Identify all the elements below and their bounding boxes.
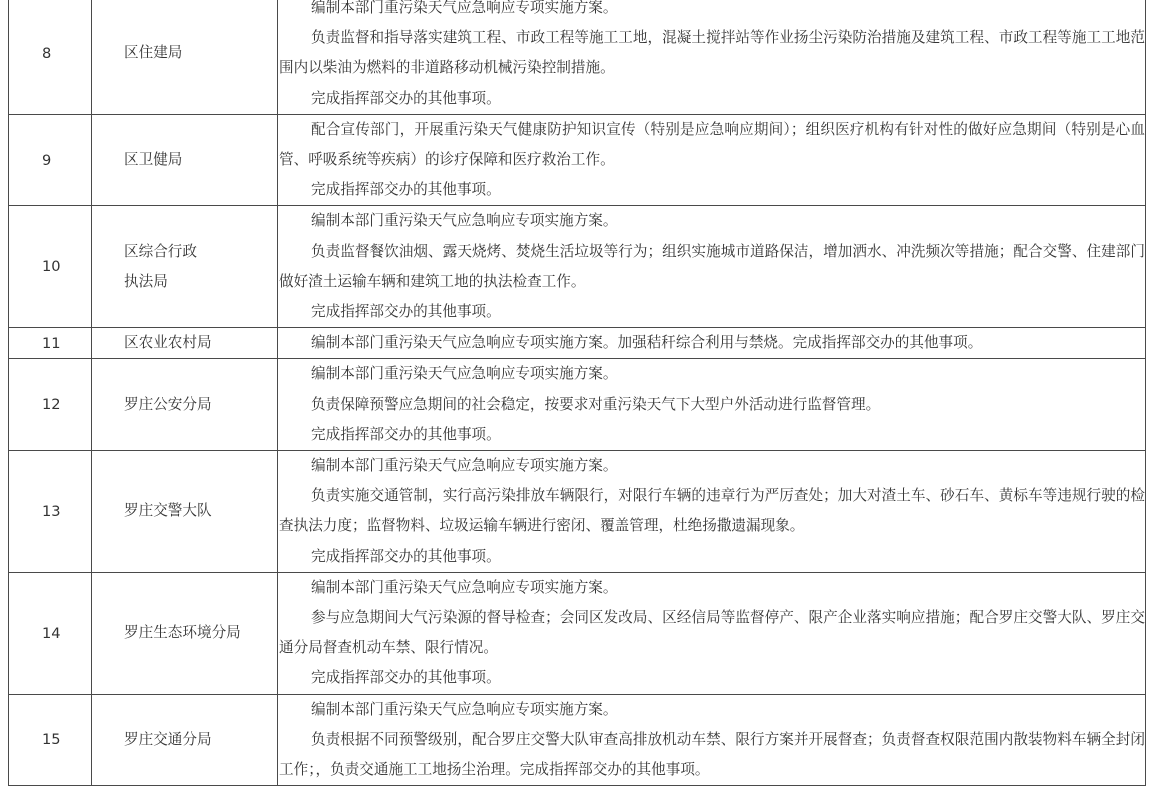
row-number: 13	[42, 502, 61, 520]
duty-cell	[278, 206, 1146, 328]
table-row	[9, 572, 1146, 694]
duty-paragraph: 完成指挥部交办的其他事项。	[311, 181, 501, 199]
table-row	[9, 359, 1146, 451]
department-name: 执法局	[124, 272, 168, 290]
row-number: 12	[42, 396, 61, 414]
department-name: 罗庄交通分局	[124, 730, 212, 748]
duty-paragraph: 完成指挥部交办的其他事项。	[311, 669, 501, 687]
duty-paragraph: 配合宣传部门，开展重污染天气健康防护知识宣传（特别是应急响应期间）；组织医疗机构有针对性的做好应急期间（特别是心血管、呼吸系统等疾病）的诊疗保障和医疗救治工作。	[279, 120, 1145, 169]
department-cell	[92, 0, 278, 114]
duty-cell	[278, 451, 1146, 573]
duty-paragraph: 完成指挥部交办的其他事项。	[311, 89, 501, 107]
table-row	[9, 694, 1146, 786]
department-name: 区综合行政	[124, 242, 197, 260]
row-number-cell	[9, 0, 92, 114]
row-number: 10	[42, 258, 61, 276]
duty-paragraph: 编制本部门重污染天气应急响应专项实施方案。加强秸秆综合利用与禁烧。完成指挥部交办的其他事项。	[311, 334, 983, 352]
row-number-cell	[9, 451, 92, 573]
table-row	[9, 451, 1146, 573]
department-name: 罗庄公安分局	[124, 395, 212, 413]
department-name: 区住建局	[124, 44, 183, 62]
duty-paragraph: 编制本部门重污染天气应急响应专项实施方案。	[311, 365, 618, 383]
duty-cell	[278, 694, 1146, 786]
duty-paragraph: 负责实施交通管制，实行高污染排放车辆限行，对限行车辆的违章行为严厉查处；加大对渣土车、砂石车、黄标车等违规行驶的检查执法力度；监督物料、垃圾运输车辆进行密闭、覆盖管理，杜绝扬撒遗漏现象。	[279, 487, 1145, 535]
table-row	[9, 0, 1146, 114]
row-number: 15	[42, 731, 61, 749]
row-number-cell	[9, 114, 92, 206]
duty-cell	[278, 572, 1146, 694]
department-name: 区卫健局	[124, 151, 183, 169]
row-number-cell	[9, 572, 92, 694]
duty-paragraph: 负责监督餐饮油烟、露天烧烤、焚烧生活垃圾等行为；组织实施城市道路保洁，增加洒水、冲洗频次等措施；配合交警、住建部门做好渣土运输车辆和建筑工地的执法检查工作。	[279, 242, 1145, 290]
row-number: 8	[42, 44, 52, 62]
department-cell	[92, 328, 278, 359]
row-number-cell	[9, 206, 92, 328]
row-number-cell	[9, 359, 92, 451]
department-name: 区农业农村局	[124, 334, 212, 352]
duty-paragraph: 完成指挥部交办的其他事项。	[311, 547, 501, 565]
row-number-cell	[9, 328, 92, 359]
duty-paragraph: 编制本部门重污染天气应急响应专项实施方案。	[311, 700, 618, 718]
table-row	[9, 328, 1146, 359]
duty-paragraph: 负责保障预警应急期间的社会稳定，按要求对重污染天气下大型户外活动进行监督管理。	[311, 395, 881, 413]
duty-paragraph: 参与应急期间大气污染源的督导检查；会同区发改局、区经信局等监督停产、限产企业落实响应措施；配合罗庄交警大队、罗庄交通分局督查机动车禁、限行情况。	[279, 609, 1145, 657]
table-body	[9, 0, 1146, 786]
duty-paragraph: 负责根据不同预警级别，配合罗庄交警大队审查高排放机动车禁、限行方案并开展督查；负责督查权限范围内散装物料车辆全封闭工作；，负责交通施工工地扬尘治理。完成指挥部交办的其他事项。	[279, 730, 1145, 779]
duty-paragraph: 编制本部门重污染天气应急响应专项实施方案。	[311, 578, 618, 596]
row-number: 9	[42, 151, 52, 169]
emergency-duty-table	[8, 0, 1146, 786]
duty-paragraph: 编制本部门重污染天气应急响应专项实施方案。	[311, 457, 618, 475]
department-cell	[92, 359, 278, 451]
duty-paragraph: 编制本部门重污染天气应急响应专项实施方案。	[311, 212, 618, 230]
table-row	[9, 206, 1146, 328]
duty-paragraph: 负责监督和指导落实建筑工程、市政工程等施工工地，混凝土搅拌站等作业扬尘污染防治措施及建筑工程、市政工程等施工工地范围内以柴油为燃料的非道路移动机械污染控制措施。	[279, 29, 1145, 77]
row-number-cell	[9, 694, 92, 786]
duty-paragraph: 完成指挥部交办的其他事项。	[311, 425, 501, 443]
duty-cell	[278, 114, 1146, 206]
duty-cell	[278, 328, 1146, 359]
duty-paragraph: 编制本部门重污染天气应急响应专项实施方案。	[311, 0, 618, 16]
department-cell	[92, 694, 278, 786]
department-cell	[92, 206, 278, 328]
duty-paragraph: 完成指挥部交办的其他事项。	[311, 303, 501, 321]
table-row	[9, 114, 1146, 206]
department-name: 罗庄交警大队	[124, 502, 212, 520]
department-cell	[92, 114, 278, 206]
row-number: 11	[42, 334, 61, 352]
row-number: 14	[42, 624, 61, 642]
department-name: 罗庄生态环境分局	[124, 624, 241, 642]
department-cell	[92, 451, 278, 573]
duty-cell	[278, 0, 1146, 114]
duty-cell	[278, 359, 1146, 451]
department-cell	[92, 572, 278, 694]
